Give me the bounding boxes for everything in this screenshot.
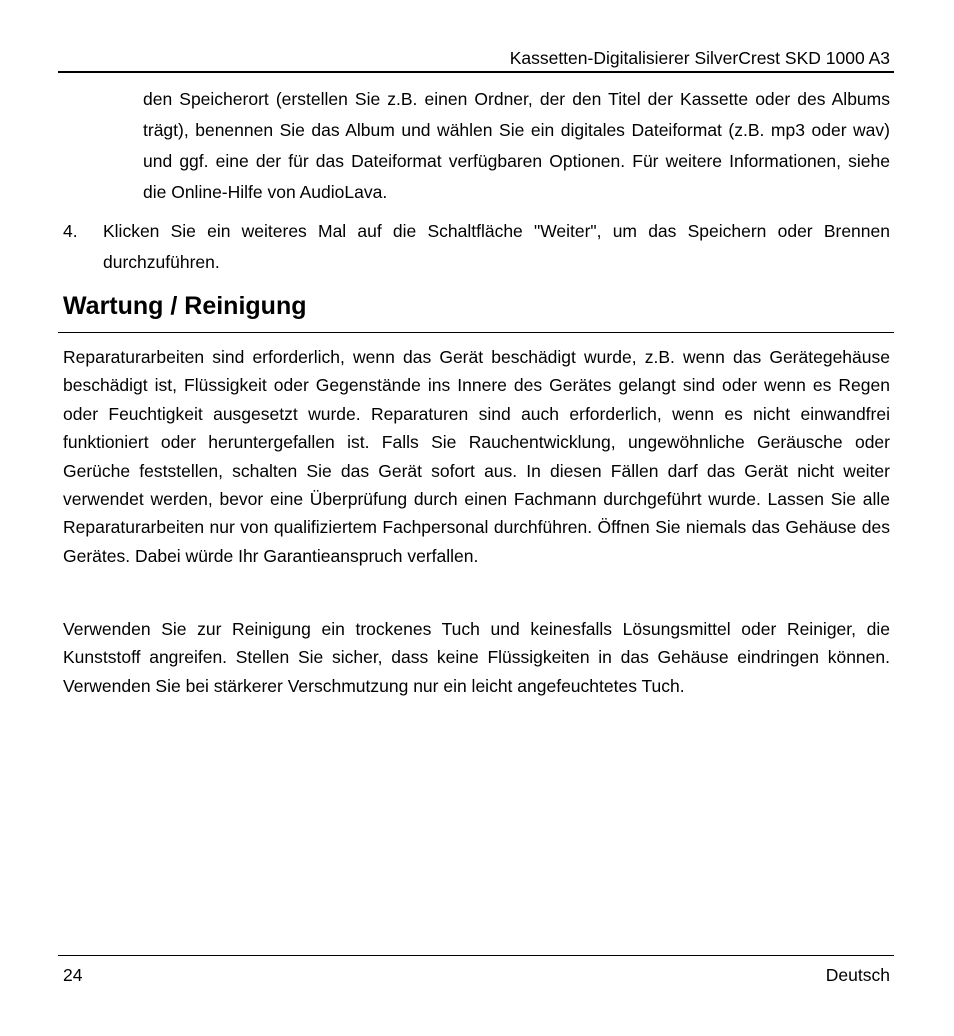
page-number: 24 [63,965,83,985]
section-heading: Wartung / Reinigung [63,292,307,320]
body-paragraph-repairs: Reparaturarbeiten sind erforderlich, wenn das Gerät beschädigt wurde, z.B. wenn das Gerätegehäuse beschädigt ist, Flüssigkeit oder Gegenstände ins Innere des Gerätes gelangt sind oder wenn es Regen oder Feuchtigkeit ausgesetzt wurde. Reparaturen sind auch erforderlich, wenn es nicht einwandfrei funktioniert oder heruntergefallen ist. Falls Sie Rauchentwicklung, ungewöhnliche Geräusche oder Gerüche feststellen, schalten Sie das Gerät sofort aus. In diesen Fällen darf das Gerät nicht weiter verwendet werden, bevor eine Überprüfung durch einen Fachmann durchgeführt wurde. Lassen Sie alle Reparaturarbeiten nur von qualifiziertem Fachpersonal durchführen. Öffnen Sie niemals das Gehäuse des Gerätes. Dabei würde Ihr Garantieanspruch verfallen. [63,347,890,566]
header-divider [58,71,894,73]
footer-language: Deutsch [825,965,890,985]
step-number: 4. [63,221,78,241]
step-text: Klicken Sie ein weiteres Mal auf die Schaltfläche "Weiter", um das Speichern oder Brennen durchzuführen. [103,221,890,272]
section-divider [58,332,894,333]
step-continuation-text: den Speicherort (erstellen Sie z.B. einen Ordner, der den Titel der Kassette oder des Albums trägt), benennen Sie das Album und wählen Sie ein digitales Dateiformat (z.B. mp3 oder wav) und ggf. eine der für das Dateiformat verfügbaren Optionen. Für weitere Informationen, siehe die Online-Hilfe von AudioLava. [143,89,890,202]
list-item-step-4 [63,216,890,278]
body-paragraph-cleaning: Verwenden Sie zur Reinigung ein trockenes Tuch und keinesfalls Lösungsmittel oder Reiniger, die Kunststoff angreifen. Stellen Sie sicher, dass keine Flüssigkeiten in das Gehäuse eindringen können. Verwenden Sie bei stärkerer Verschmutzung nur ein leicht angefeuchtetes Tuch. [63,619,890,696]
footer-divider [58,955,894,956]
document-title: Kassetten-Digitalisierer SilverCrest SKD 1000 A3 [509,48,890,68]
